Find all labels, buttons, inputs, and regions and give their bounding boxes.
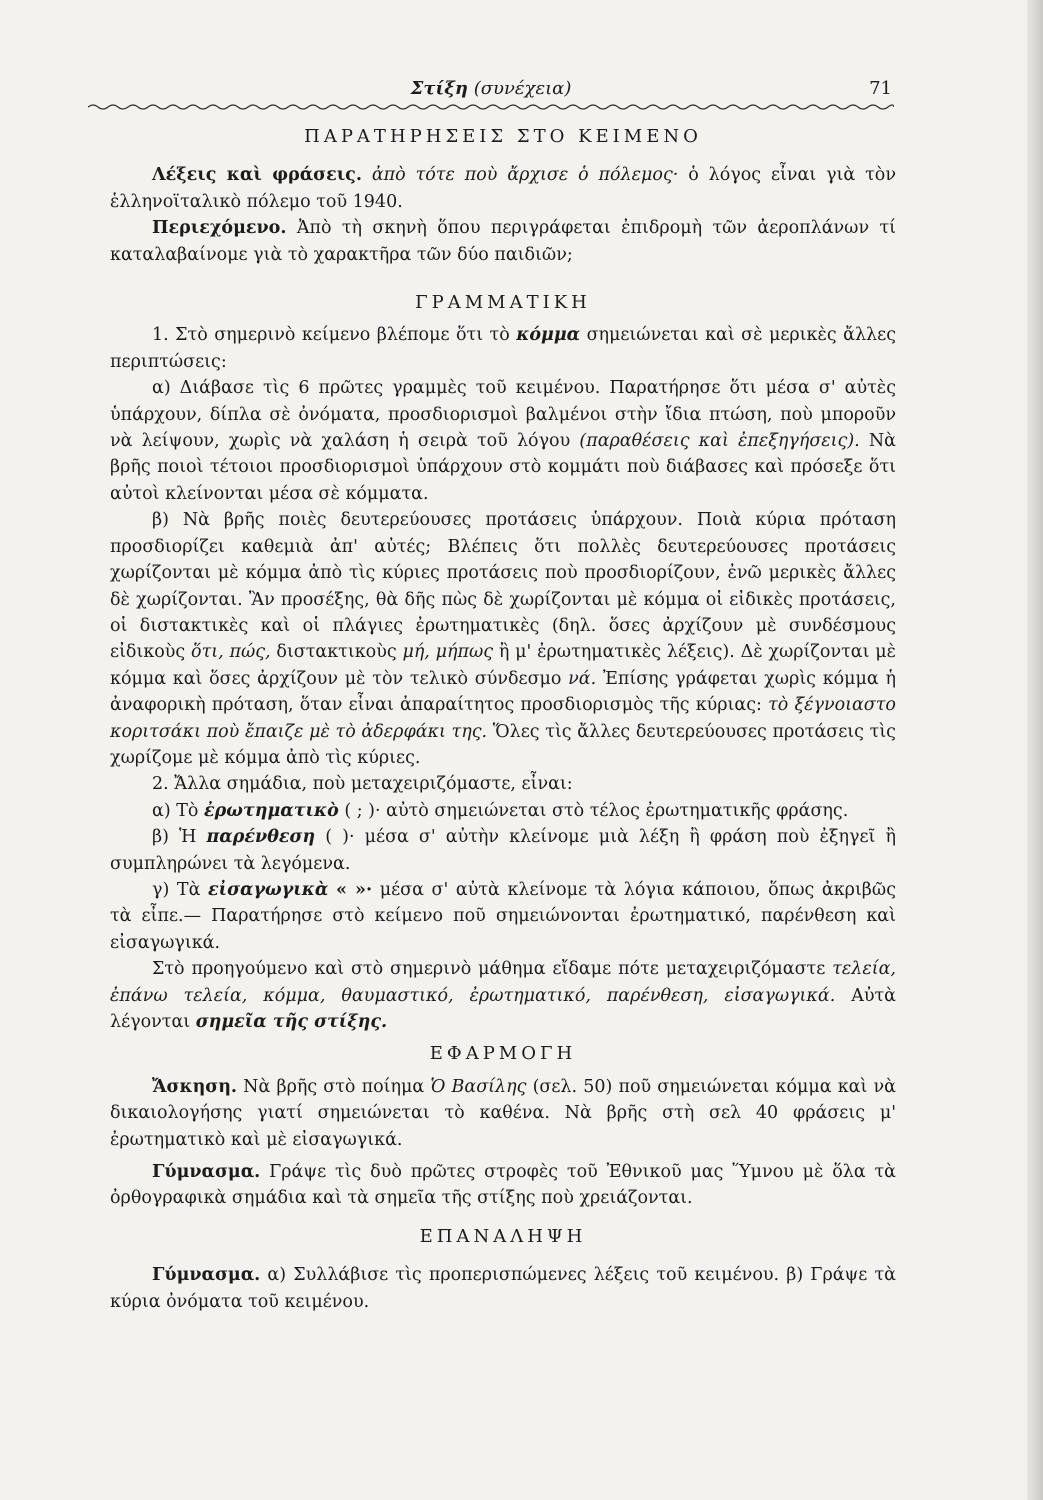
exercise-paragraph: [110, 1074, 896, 1153]
grammar-point-1: [110, 322, 896, 375]
content-paragraph: [110, 215, 896, 268]
drill-label: Γύμνασμα.: [152, 1162, 261, 1183]
italic-term: νά.: [568, 668, 597, 689]
grammar-point-2: 2. Ἄλλα σημάδια, ποὺ μεταχειριζόμαστε, εἶναι:: [152, 774, 573, 795]
drill-paragraph: [110, 1159, 896, 1212]
symbol: ( ; )·: [344, 800, 381, 821]
parenthesis-item: [110, 824, 896, 877]
words-quote: ἀπὸ τότε ποὺ ἄρχισε ὁ πόλεμος·: [371, 165, 679, 186]
content-text: Ἀπὸ τὴ σκηνὴ ὅπου περιγράφεται ἐπιδρομὴ τῶν ἀεροπλάνων τί καταλαβαίνομε γιὰ τὸ χαρακτῆρα τῶν δύο παιδιῶν;: [110, 218, 896, 265]
page-content: [110, 112, 896, 1315]
bold-term: παρένθεση: [206, 827, 316, 848]
symbol: « »·: [335, 879, 373, 900]
wavy-rule: [88, 102, 894, 112]
running-title-main: Στίξη: [410, 78, 468, 99]
text: Αὐτὰ λέγονται: [110, 985, 896, 1032]
page-number: 71: [869, 78, 892, 99]
text: 1. Στὸ σημερινὸ κείμενο βλέπομε ὅτι τὸ: [152, 325, 510, 346]
text: Νὰ βρῆς στὸ ποίημα: [243, 1076, 425, 1097]
grammar-point-1a: [110, 375, 896, 507]
words-label: Λέξεις καὶ φράσεις.: [152, 165, 362, 186]
quotes-item: [110, 877, 896, 956]
text: γ) Τὰ: [152, 879, 201, 900]
bold-term: ἐρωτηματικὸ: [204, 800, 339, 821]
review-paragraph: [110, 1262, 896, 1315]
summary-paragraph: [110, 956, 896, 1035]
symbol: ( )·: [325, 827, 355, 848]
text: (σελ. 50) ποῦ σημειώνεται κόμμα καὶ νὰ δικαιολογήσης γιατί σημειώνεται τὸ καθένα. Νὰ βρῆς στὴ σελ 40 φράσεις μ' ἐρωτηματικὸ καὶ μὲ εἰσαγωγικά.: [110, 1076, 896, 1150]
text: Ἐπίσης γράφεται χωρὶς κόμμα ἡ ἀναφορικὴ πρόταση, ὅταν εἶναι ἀπαραίτητος προσδιορισμὸς τῆς κύριας:: [110, 668, 896, 716]
page-edge-shadow: [1027, 0, 1043, 1500]
drill-label: Γύμνασμα.: [152, 1265, 261, 1286]
content-label: Περιεχόμενο.: [152, 218, 287, 239]
page-header: [88, 72, 894, 108]
text: μέσα σ' αὐτὴν κλείνομε μιὰ λέξη ἢ φράση ποὺ ἐξηγεῖ ἢ συμπληρώνει τὰ λεγόμενα.: [110, 827, 896, 874]
section-title-grammar: ΓΡΑΜΜΑΤΙΚΗ: [415, 292, 591, 314]
running-title-sub: (συνέχεια): [473, 78, 572, 99]
italic-term: (παραθέσεις καὶ ἐπεξηγήσεις).: [579, 431, 860, 452]
example-sentence: τὸ ξέγνοιαστο κοριτσάκι ποὺ ἔπαιζε μὲ τὸ ἀδερφάκι της.: [110, 695, 896, 742]
text: α) Συλλάβισε τὶς προπερισπώμενες λέξεις τοῦ κειμένου. β) Γράψε τὰ κύρια ὀνόματα τοῦ κειμένου.: [110, 1265, 896, 1312]
text: αὐτὸ σημειώνεται στὸ τέλος ἐρωτηματικῆς φράσης.: [386, 800, 849, 821]
section-title-observations: ΠΑΡΑΤΗΡΗΣΕΙΣ ΣΤΟ ΚΕΙΜΕΝΟ: [304, 126, 702, 147]
text: διστακτικοὺς: [276, 642, 397, 663]
text: σημειώνεται καὶ σὲ μερικὲς ἄλλες περιπτώσεις:: [110, 325, 896, 372]
italic-list: τελεία, ἐπάνω τελεία, κόμμα, θαυμαστικό, ἐρωτηματικό, παρένθεση, εἰσαγωγικά.: [110, 959, 896, 1006]
comma-term: κόμμα: [516, 325, 581, 346]
text: Στὸ προηγούμενο καὶ στὸ σημερινὸ μάθημα εἴδαμε πότε μεταχειριζόμαστε: [152, 959, 826, 980]
section-title-application: ΕΦΑΡΜΟΓΗ: [429, 1043, 577, 1065]
question-mark-item: [110, 798, 896, 824]
words-phrases-paragraph: [110, 162, 896, 215]
text: β) Ἡ: [152, 827, 197, 848]
poem-title: Ὁ Βασίλης: [430, 1076, 527, 1097]
section-title-review: ΕΠΑΝΑΛΗΨΗ: [419, 1225, 587, 1247]
text: μέσα σ' αὐτὰ κλείνομε τὰ λόγια κάποιου, ὅπως ἀκριβῶς τὰ εἶπε.— Παρατήρησε στὸ κείμενο ποῦ σημειώνονται ἐρωτηματικό, παρένθεση καὶ εἰσαγωγικά.: [110, 879, 896, 953]
text: ἢ μ' ἐρωτηματικὲς λέξεις). Δὲ χωρίζονται μὲ κόμμα καὶ ὅσες ἀρχίζουν μὲ τὸν τελικὸ σύνδεσμο: [110, 642, 896, 689]
text: Ὅλες τὶς ἄλλες δευτερεύουσες προτάσεις τὶς χωρίζομε μὲ κόμμα ἀπὸ τὶς κύριες.: [110, 721, 896, 768]
bold-term: σημεῖα τῆς στίξης.: [195, 1012, 388, 1032]
text: β) Νὰ βρῆς ποιὲς δευτερεύουσες προτάσεις ὑπάρχουν. Ποιὰ κύρια πρόταση προσδιορίζει καθεμιὰ ἀπ' αὐτές; Βλέπεις ὅτι πολλὲς δευτερεύουσες προτάσεις χωρίζονται μὲ κόμμα ἀπὸ τὶς κύριες προτάσεις ποὺ προσδιορίζουν, ἐνῶ μερικὲς ἄλλες δὲ χωρίζονται. Ἂν προσέξης, θὰ δῆς πὼς δὲ χωρίζονται μὲ κόμμα οἱ εἰδικὲς προτάσεις, οἱ διστακτικὲς καὶ οἱ πλάγιες ἐρωτηματικὲς (δηλ. ὅσες ἀρχίζουν μὲ συνδέσμους εἰδικοὺς: [110, 510, 896, 663]
text: Γράψε τὶς δυὸ πρῶτες στροφὲς τοῦ Ἐθνικοῦ μας Ὕμνου μὲ ὅλα τὰ ὀρθογραφικὰ σημάδια καὶ τὰ σημεῖα τῆς στίξης ποὺ χρειάζονται.: [110, 1162, 896, 1209]
text: α) Διάβασε τὶς 6 πρῶτες γραμμὲς τοῦ κειμένου. Παρατήρησε ὅτι μέσα σ' αὐτὲς ὑπάρχουν, δίπλα σὲ ὀνόματα, προσδιορισμοὶ βαλμένοι στὴν ἴδια πτώση, ποὺ μποροῦν νὰ λείψουν, χωρὶς νὰ χαλάση ἡ σειρὰ τοῦ λόγου: [110, 378, 896, 452]
bold-term: εἰσαγωγικὰ: [208, 879, 329, 900]
text: α) Τὸ: [152, 800, 199, 821]
text: Νὰ βρῆς ποιοὶ τέτοιοι προσδιορισμοὶ ὑπάρχουν στὸ κομμάτι ποὺ διάβασες καὶ πρόσεξε ὅτι αὐτοὶ κλείνονται μέσα σὲ κόμματα.: [110, 431, 896, 504]
italic-term: μή, μήπως: [402, 642, 494, 663]
italic-term: ὅτι, πώς,: [191, 642, 271, 663]
running-title: [88, 78, 894, 99]
words-text: ὁ λόγος εἶναι γιὰ τὸν ἑλληνοϊταλικὸ πόλεμο τοῦ 1940.: [110, 165, 896, 212]
exercise-label: Ἄσκηση.: [152, 1076, 238, 1097]
grammar-point-1b: [110, 507, 896, 771]
